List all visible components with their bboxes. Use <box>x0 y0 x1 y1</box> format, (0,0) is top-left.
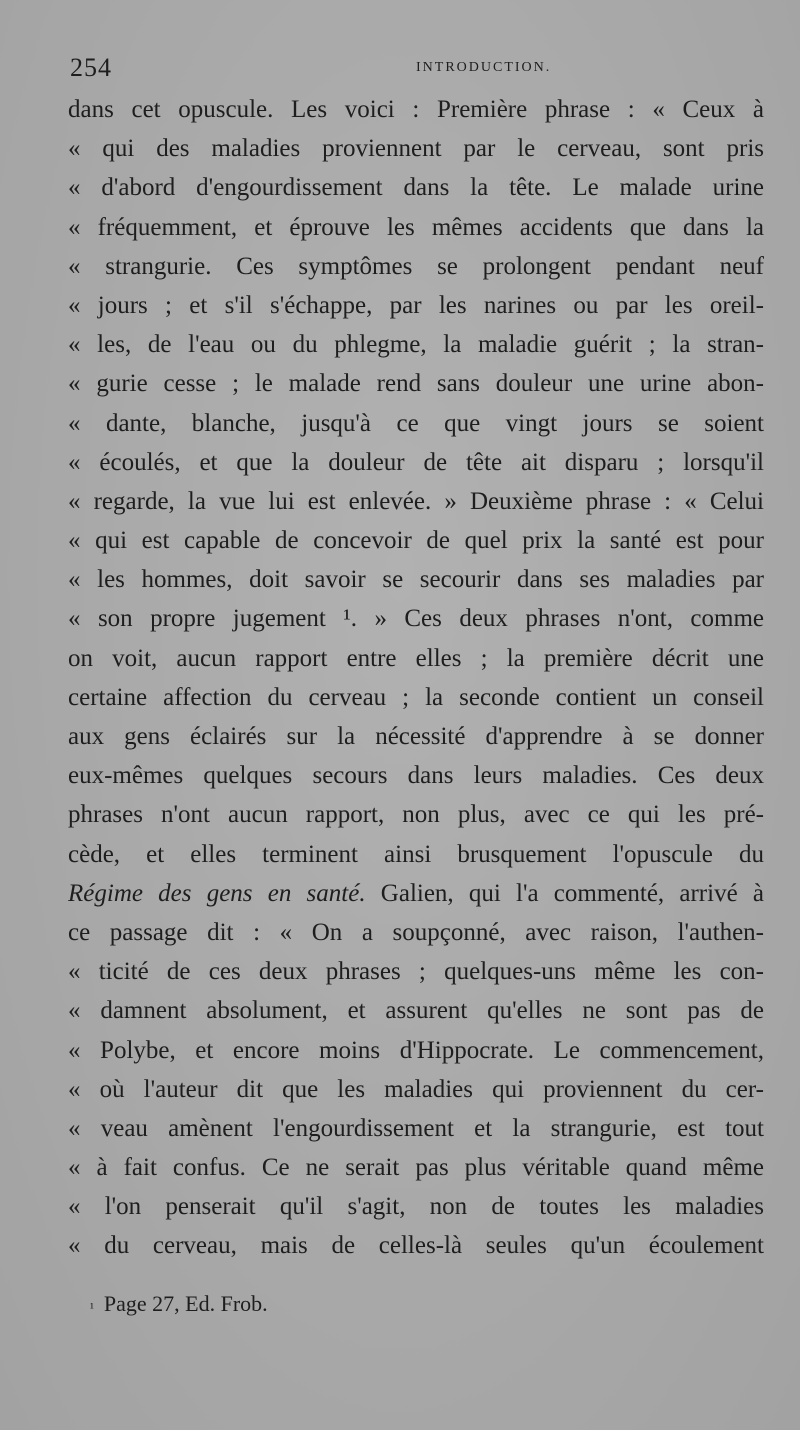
italic-title: Régime des gens en santé. <box>68 879 366 907</box>
text-line: « son propre jugement ¹. » Ces deux phrases n'ont, comme <box>68 605 764 633</box>
text-line <box>68 874 764 913</box>
text-line: « les hommes, doit savoir se secourir dans ses maladies par <box>68 566 764 594</box>
running-head: INTRODUCTION. <box>416 60 552 75</box>
text-line: « gurie cesse ; le malade rend sans douleur une urine abon- <box>68 370 764 398</box>
line-rest: Galien, qui l'a commenté, arrivé à <box>365 879 764 907</box>
text-line: « Polybe, et encore moins d'Hippocrate. Le commencement, <box>68 1036 764 1064</box>
page-number: 254 <box>70 53 112 82</box>
footnote <box>90 1288 268 1320</box>
text-line: « strangurie. Ces symptômes se prolongent pendant neuf <box>68 252 764 280</box>
text-line: « où l'auteur dit que les maladies qui proviennent du cer- <box>68 1075 764 1103</box>
text-line: dans cet opuscule. Les voici : Première phrase : « Ceux à <box>68 96 764 123</box>
text-line: « fréquemment, et éprouve les mêmes accidents que dans la <box>68 213 764 241</box>
text-line: eux-mêmes quelques secours dans leurs maladies. Ces deux <box>68 762 764 790</box>
text-line: aux gens éclairés sur la nécessité d'apprendre à se donner <box>68 723 764 750</box>
footnote-mark: ¹ <box>90 1300 94 1315</box>
text-line: « d'abord d'engourdissement dans la tête. Le malade urine <box>68 174 764 202</box>
text-line: « dante, blanche, jusqu'à ce que vingt jours se soient <box>68 409 764 437</box>
text-line: « l'on penserait qu'il s'agit, non de toutes les maladies <box>68 1193 764 1221</box>
text-line: « jours ; et s'il s'échappe, par les narines ou par les oreil- <box>68 291 764 319</box>
text-line: « qui est capable de concevoir de quel prix la santé est pour <box>68 527 764 555</box>
text-line: « regarde, la vue lui est enlevée. » Deuxième phrase : « Celui <box>68 487 764 515</box>
text-line: ce passage dit : « On a soupçonné, avec raison, l'authen- <box>68 918 764 946</box>
text-line: « veau amènent l'engourdissement et la strangurie, est tout <box>68 1114 764 1142</box>
text-line: phrases n'ont aucun rapport, non plus, avec ce qui les pré- <box>68 801 764 829</box>
text-line: on voit, aucun rapport entre elles ; la première décrit une <box>68 644 764 672</box>
text-line: cède, et elles terminent ainsi brusquement l'opuscule du <box>68 840 764 868</box>
text-line: « du cerveau, mais de celles-là seules qu'un écoulement <box>68 1232 764 1260</box>
text-line: « à fait confus. Ce ne serait pas plus véritable quand même <box>68 1154 764 1182</box>
text-line: « damnent absolument, et assurent qu'elles ne sont pas de <box>68 997 764 1025</box>
text-line: « qui des maladies proviennent par le cerveau, sont pris <box>68 135 764 163</box>
text-line: certaine affection du cerveau ; la seconde contient un conseil <box>68 683 764 711</box>
text-line: « ticité de ces deux phrases ; quelques-uns même les con- <box>68 958 764 986</box>
body-text <box>68 90 764 1266</box>
text-line: « écoulés, et que la douleur de tête ait disparu ; lorsqu'il <box>68 448 764 476</box>
text-line: « les, de l'eau ou du phlegme, la maladie guérit ; la stran- <box>68 331 764 359</box>
page-header <box>70 52 760 84</box>
footnote-text: Page 27, Ed. Frob. <box>103 1291 268 1316</box>
